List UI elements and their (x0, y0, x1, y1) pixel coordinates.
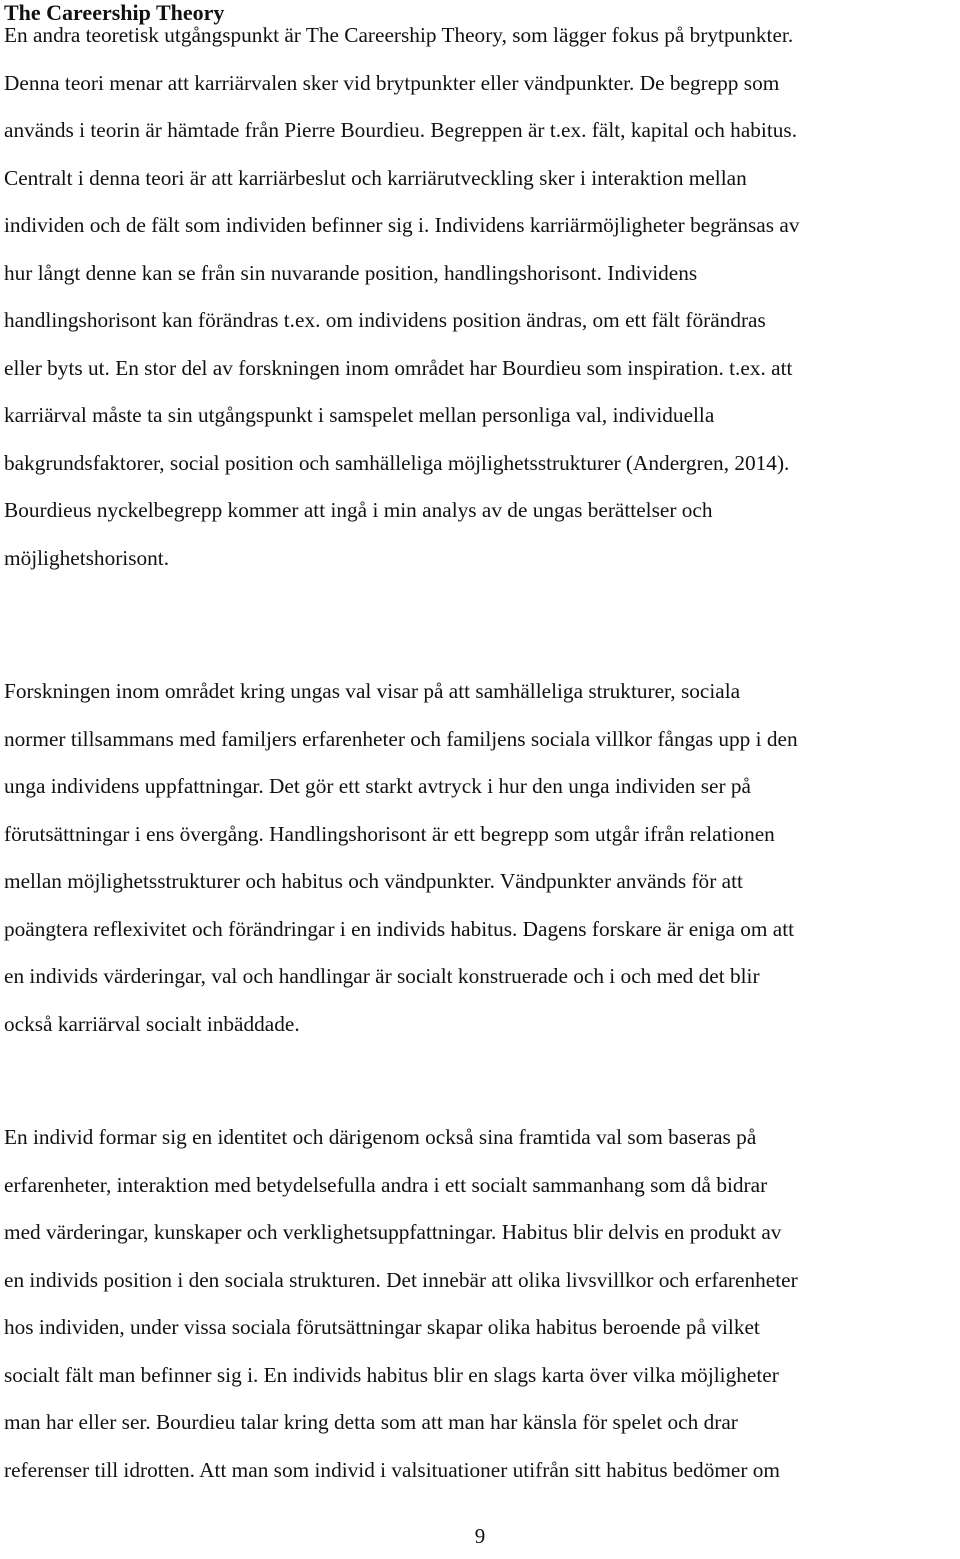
page-number: 9 (474, 1524, 486, 1548)
body-paragraph-3: En individ formar sig en identitet och därigenom också sina framtida val som baseras på erfarenheter, interaktion med betydelsefulla andra i ett socialt sammanhang som då bidrar med värderingar, kunskaper och verklighetsuppfattningar. Habitus blir delvis en produkt av en individs position i den sociala strukturen. Det innebär att olika livsvillkor och erfarenheter hos individen, under vissa sociala förutsättningar skapar olika habitus beroende på vilket socialt fält man befinner sig i. En individs habitus blir en slags karta över vilka möjligheter man har eller ser. Bourdieu talar kring detta som att man har känsla för spelet och drar referenser till idrotten. Att man som individ i valsituationer utifrån sitt habitus bedömer om (4, 1125, 798, 1482)
body-paragraph-1: En andra teoretisk utgångspunkt är The Careership Theory, som lägger fokus på brytpunkter. Denna teori menar att karriärvalen sker vid brytpunkter eller vändpunkter. De begrepp som används i teorin är hämtade från Pierre Bourdieu. Begreppen är t.ex. fält, kapital och habitus. Centralt i denna teori är att karriärbeslut och karriärutveckling sker i interaktion mellan individen och de fält som individen befinner sig i. Individens karriärmöjligheter begränsas av hur långt denne kan se från sin nuvarande position, handlingshorisont. Individens handlingshorisont kan förändras t.ex. om individens position ändras, om ett fält förändras eller byts ut. En stor del av forskningen inom området har Bourdieu som inspiration. t.ex. att karriärval måste ta sin utgångspunkt i samspelet mellan personliga val, individuella bakgrundsfaktorer, social position och samhälleliga möjlighetsstrukturer (Andergren, 2014). Bourdieus nyckelbegrepp kommer att ingå i min analys av de ungas berättelser och möjlighetshorisont. (4, 23, 800, 570)
section-heading: The Careership Theory (4, 0, 225, 25)
body-paragraph-2: Forskningen inom området kring ungas val visar på att samhälleliga strukturer, sociala normer tillsammans med familjers erfarenheter och familjens sociala villkor fångas upp i den unga individens uppfattningar. Det gör ett starkt avtryck i hur den unga individen ser på förutsättningar i ens övergång. Handlingshorisont är ett begrepp som utgår ifrån relationen mellan möjlighetsstrukturer och habitus och vändpunkter. Vändpunkter används för att poängtera reflexivitet och förändringar i en individs habitus. Dagens forskare är eniga om att en individs värderingar, val och handlingar är socialt konstruerade och i och med det blir också karriärval socialt inbäddade. (4, 679, 798, 1036)
